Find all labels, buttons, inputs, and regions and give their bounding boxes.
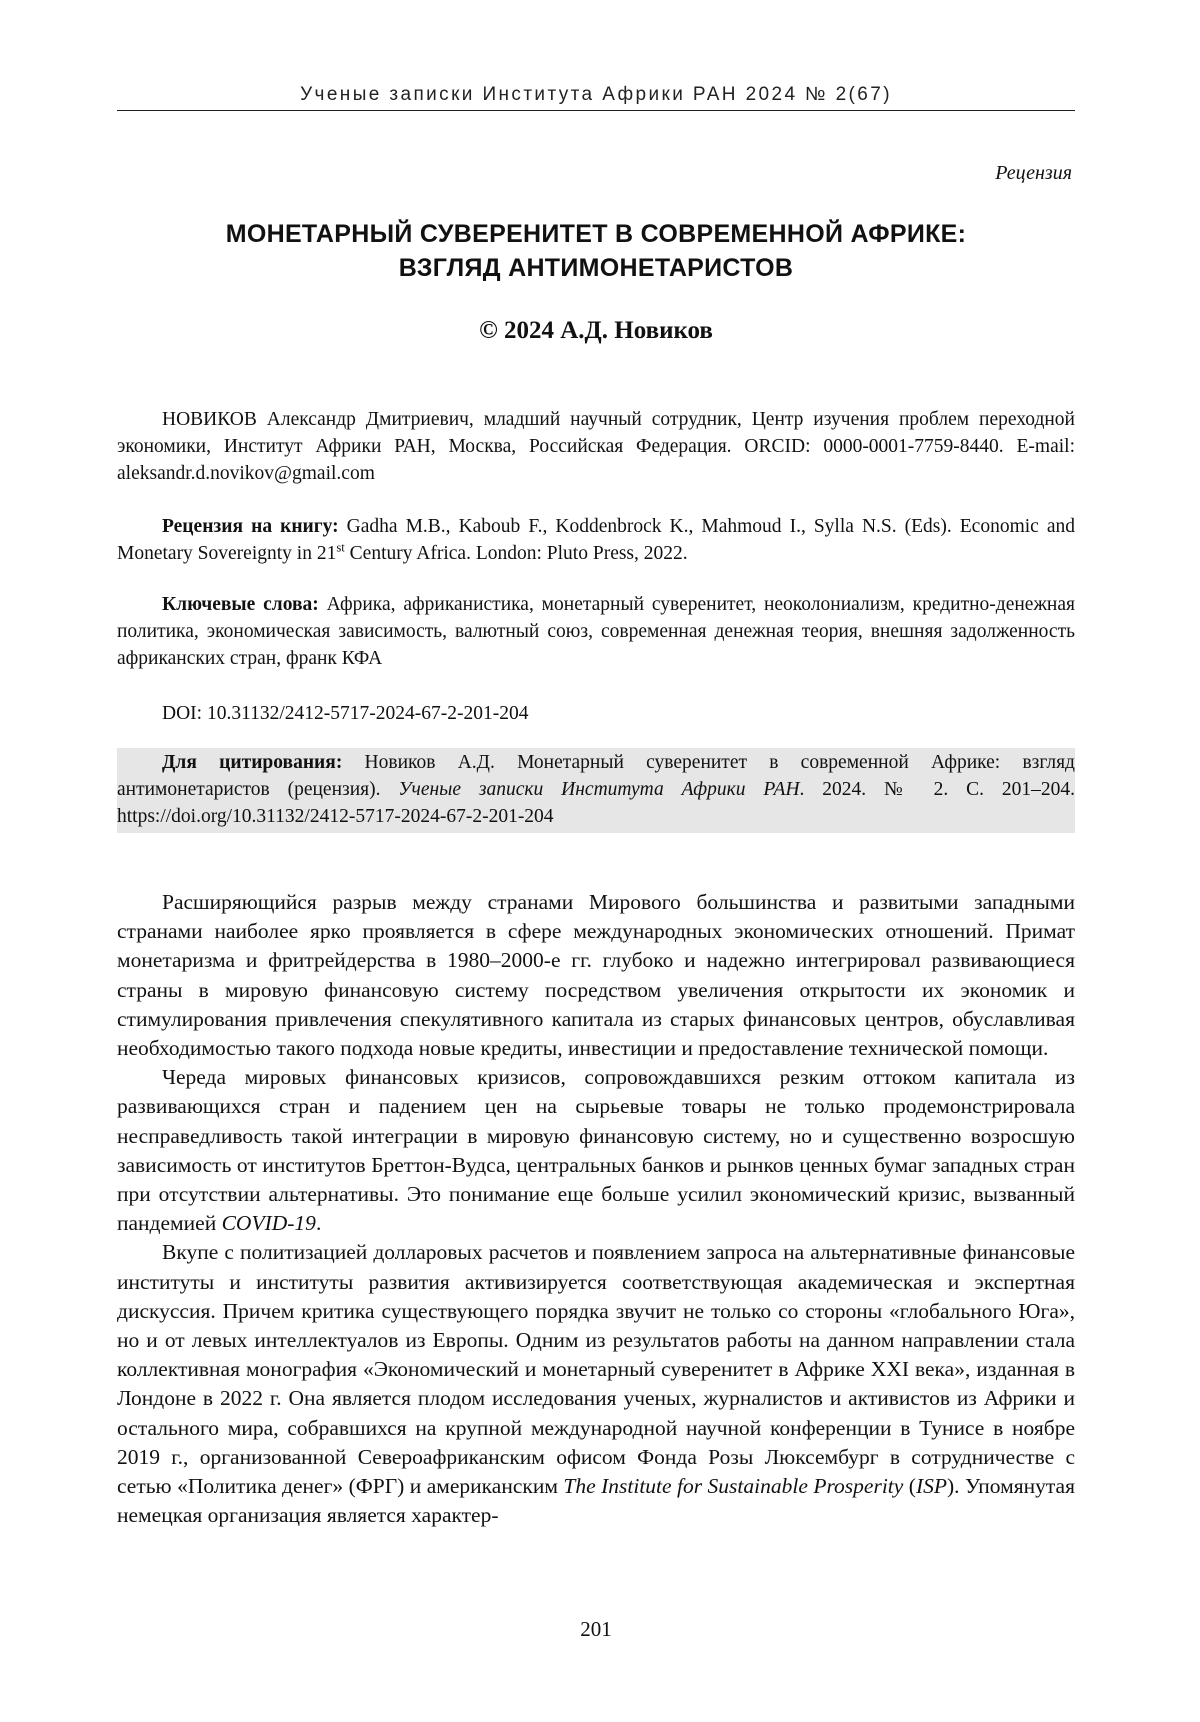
copyright-author: © 2024 А.Д. Новиков — [479, 317, 713, 344]
institute-name: The Institute for Sustainable Prosperity — [563, 1474, 904, 1499]
article-genre: Рецензия — [995, 162, 1072, 184]
author-info: НОВИКОВ Александр Дмитриевич, младший научный сотрудник, Центр изучения проблем переходной экономики, Институт Африки РАН, Москва, Российская Федерация. ORCID: 0000-0001-7759-8440. E-mail: aleksandr.d.novikov@gmail.com — [117, 409, 1075, 484]
title-line-1: МОНЕТАРНЫЙ СУВЕРЕНИТЕТ В СОВРЕМЕННОЙ АФРИКЕ: — [225, 220, 967, 248]
running-head: Ученые записки Института Африки РАН 2024 № 2(67) — [300, 84, 892, 105]
paragraph-text: Череда мировых финансовых кризисов, сопровождавшихся резким оттоком капитала из развивающихся стран и падением цен на сырьевые товары не только продемонстрировала несправедливость такой интеграции в мировую финансовую систему, но и существенно возросшую зависимость от институтов Бреттон-Вудса, центральных банков и рынков ценных бумаг западных стран при отсутствии альтернативы. Это понимание еще больше усилил экономический кризис, вызванный пандемией — [117, 1065, 1075, 1236]
keywords-text: Африка, африканистика, монетарный суверенитет, неоколониализм, кредитно-денежная политика, экономическая зависимость, валютный союз, современная денежная теория, внешняя задолженность африканских стран, франк КФА — [117, 594, 1075, 669]
citation-journal: Ученые записки Института Африки РАН — [398, 779, 800, 800]
doi: DOI: 10.31132/2412-5717-2024-67-2-201-204 — [162, 703, 529, 724]
article-body — [117, 888, 1075, 1530]
body-paragraph-3 — [117, 1238, 1075, 1530]
title-line-2: ВЗГЛЯД АНТИМОНЕТАРИСТОВ — [398, 254, 794, 282]
paragraph-text-mid: ( — [903, 1474, 916, 1499]
ordinal-superscript: st — [336, 540, 345, 555]
citation-label: Для цитирования: — [162, 752, 343, 773]
reviewed-book-text-end: Century Africa. London: Pluto Press, 2022. — [344, 543, 688, 564]
header-rule — [117, 110, 1075, 111]
citation-text-end: . 2024. № 2. С. 201–204. https://doi.org/10.31132/2412-5717-2024-67-2-201-204 — [117, 779, 1075, 827]
reviewed-book-text: Gadha M.B., Kaboub F., Koddenbrock K., Mahmoud I., Sylla N.S. (Eds). Economic and Monetary Sovereignty in 21 — [117, 516, 1076, 564]
body-paragraph-2 — [117, 1063, 1075, 1238]
body-paragraph-1: Расширяющийся разрыв между странами Мирового большинства и развитыми западными странами наиболее ярко проявляется в сфере международных экономических отношений. Примат монетаризма и фритрейдерства в 1980–2000-е гг. глубоко и надежно интегрировал развивающиеся страны в мировую финансовую систему посредством увеличения открытости их экономик и стимулирования привлечения спекулятивного капитала из старых финансовых центров, обуславливая необходимостью такого подхода новые кредиты, инвестиции и предоставление технической помощи. — [117, 890, 1075, 1061]
citation-box — [117, 748, 1075, 833]
reviewed-book-label: Рецензия на книгу: — [162, 516, 339, 537]
paragraph-text: Вкупе с политизацией долларовых расчетов и появлением запроса на альтернативные финансовые институты и институты развития активизируется соответствующая академическая и экспертная дискуссия. Причем критика существующего порядка звучит не только со стороны «глобального Юга», но и от левых интеллектуалов из Европы. Одним из результатов работы на данном направлении стала коллективная монография «Экономический и монетарный суверенитет в Африке XXI века», изданная в Лондоне в 2022 г. Она является плодом исследования ученых, журналистов и активистов из Африки и остального мира, собравшихся на крупной международной научной конференции в Тунисе в ноябре 2019 г., организованной Североафриканским офисом Фонда Розы Люксембург в сотрудничестве с сетью «Политика денег» (ФРГ) и американским — [117, 1240, 1075, 1499]
article-title — [117, 217, 1075, 285]
institute-abbreviation: ISP — [915, 1474, 947, 1499]
citation-text: Новиков А.Д. Монетарный суверенитет в современной Африке: взгляд антимонетаристов (рецензия). — [117, 752, 1075, 800]
reviewed-book — [117, 513, 1075, 567]
keywords-label: Ключевые слова: — [162, 594, 319, 615]
paragraph-text-end: ). Упомянутая немецкая организация является характер- — [117, 1474, 1075, 1528]
covid-term: COVID-19 — [221, 1211, 316, 1236]
page-number: 201 — [580, 1617, 612, 1641]
paragraph-text-end: . — [315, 1211, 322, 1236]
keywords — [117, 591, 1075, 672]
